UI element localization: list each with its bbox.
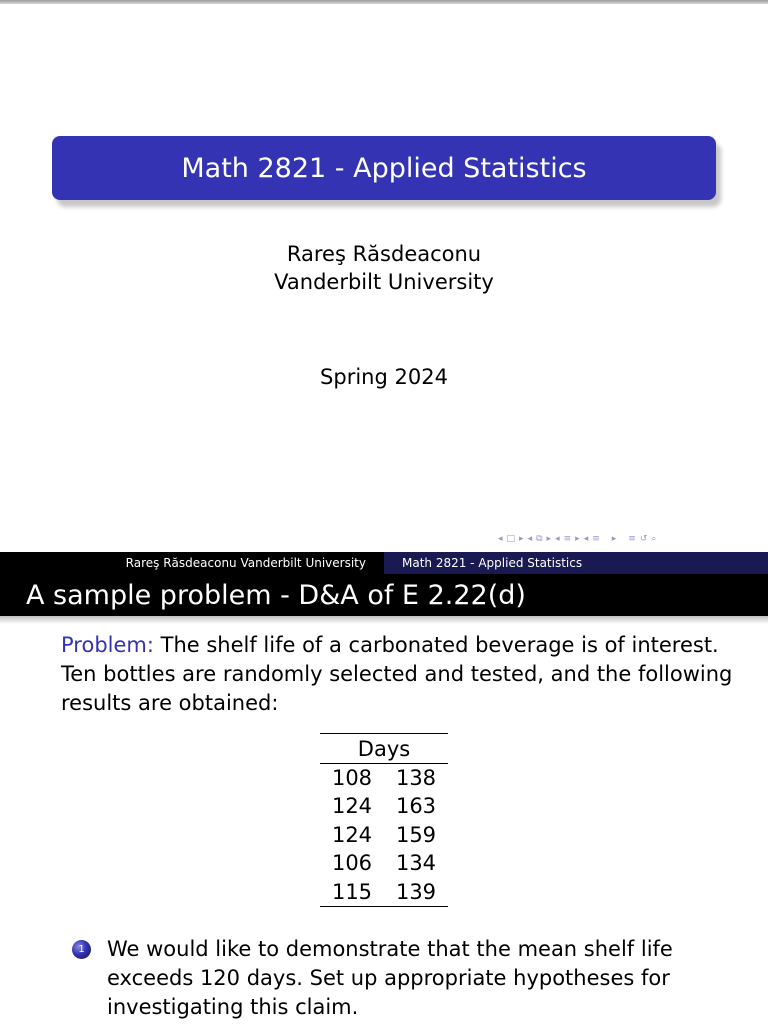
nav-symbol-icon[interactable]: ▸ [546, 534, 553, 544]
table-cell: 115 [320, 878, 384, 907]
nav-symbol-icon[interactable]: ≡ [592, 534, 601, 544]
table-cell: 138 [395, 766, 437, 790]
table-cell: 163 [395, 794, 437, 819]
table-row [320, 849, 448, 878]
frame-title [0, 574, 768, 616]
nav-symbol-icon[interactable]: □ [506, 534, 517, 544]
table-row [320, 764, 448, 793]
table-cell: 134 [395, 851, 437, 876]
frame-title-text: A sample problem - D&A of E 2.22(d) [26, 579, 526, 611]
enumerate-ball-icon: 1 [72, 940, 91, 959]
nav-symbol-icon[interactable]: ▸ [519, 534, 525, 544]
presentation-date: Spring 2024 [320, 365, 448, 389]
table-row [320, 792, 448, 821]
days-table [320, 733, 448, 907]
table-cell: 139 [384, 878, 448, 907]
nav-symbol-icon[interactable]: ↺ [639, 534, 649, 544]
page-top-edge [0, 0, 768, 4]
nav-symbol-icon[interactable]: ▸ [611, 534, 618, 544]
problem-label: Problem: [61, 633, 154, 657]
headline-title: Math 2821 - Applied Statistics [384, 552, 768, 574]
table-cell: 124 [331, 822, 373, 847]
nav-symbol-icon[interactable]: ≡ [563, 534, 573, 544]
nav-symbol-icon[interactable]: ◂ [498, 534, 504, 544]
nav-symbol-icon[interactable]: ▸ [575, 534, 581, 544]
nav-symbol-icon[interactable]: ⌕ [651, 534, 658, 544]
nav-symbol-icon[interactable]: ◂ [583, 534, 590, 544]
nav-symbol-icon[interactable]: ◂ [527, 534, 534, 544]
table-row [320, 821, 448, 850]
table-cell: 108 [331, 766, 373, 790]
beamer-navigation-symbols[interactable] [498, 532, 660, 546]
author-name: Rareş Răsdeaconu [286, 242, 482, 266]
days-table-header: Days [320, 734, 448, 764]
problem-text: The shelf life of a carbonated beverage is of interest. Ten bottles are randomly selected and tested, and the following results are obtained: [61, 633, 733, 715]
headline-author: Rareş Răsdeaconu Vanderbilt University [0, 552, 384, 574]
table-cell: 159 [395, 822, 437, 847]
title-box [52, 136, 716, 200]
table-cell: 106 [331, 851, 373, 876]
nav-symbol-icon[interactable]: ◂ [555, 534, 561, 544]
problem-statement [61, 631, 741, 718]
frame-title-shadow [0, 616, 768, 624]
enumerate-item-text: We would like to demonstrate that the mean shelf life exceeds 120 days. Set up appropriate hypotheses for investigating this claim. [107, 937, 673, 1019]
nav-symbol-icon[interactable]: ≡ [628, 534, 637, 544]
presentation-title: Math 2821 - Applied Statistics [181, 152, 587, 184]
table-cell: 124 [331, 794, 373, 819]
enumerate-item [72, 935, 732, 1022]
author-institute: Vanderbilt University [274, 270, 494, 294]
table-row [320, 878, 448, 907]
nav-symbol-icon[interactable]: ⧉ [536, 534, 544, 544]
slide-headline [0, 552, 768, 574]
